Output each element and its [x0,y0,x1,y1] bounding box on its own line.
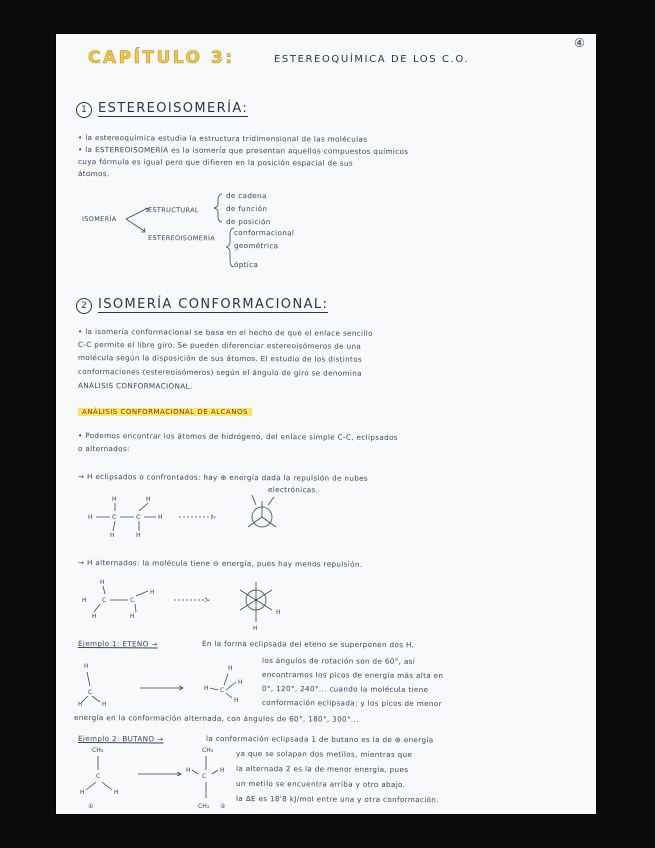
mol-label-c: C [220,687,225,694]
mol-label-c: C [102,597,107,604]
mol-label-h: H [102,701,107,708]
section1-line: • la ESTEREOISOMERÍA es la isomería que presentan aquellos compuestos químicos [77,145,409,157]
mol-label-h: H [100,579,105,586]
mol-label-c: C [88,689,93,696]
intro-line: • Podemos encontrar los átomos de hidrógeno, del enlace simple C-C, eclipsados [77,431,398,442]
section2-line: C-C permite el libre giro. Se pueden diferenciar estereoisómeros de una [77,340,362,351]
section1-line: • la estereoquímica estudia la estructura tridimensional de las moléculas [77,133,368,144]
mol-label-h: H [276,609,281,616]
section2-number: 2 [76,298,92,314]
intro-line: o alternados: [77,444,130,454]
example2-line: la conformación eclipsada 1 de butano es la de ⊕ energía [205,734,434,745]
mol-label-c: C [130,597,135,604]
mol-label-h: H [78,701,83,708]
tree-estructural-item: de función [225,204,268,214]
mol-label-ch3: CH₃ [92,747,104,754]
mol-label-h: H [204,685,209,692]
mol-label-h: H [228,665,233,672]
mol-label-h: H [186,767,191,774]
mol-label-h: H [238,679,243,686]
mol-label-h: H [234,697,239,704]
tree-root: ISOMERÍA [81,215,117,224]
page-number: ④ [574,36,585,50]
tree-estereo-item: óptica [233,260,259,270]
eclipsed-line-2: electrónicas. [267,485,319,495]
notebook-page [56,34,596,814]
section2-heading: ISOMERÍA CONFORMACIONAL: [98,297,329,312]
example1-line: 0°, 120°, 240°... cuando la molécula tiene [261,684,429,695]
alternate-diagram [80,574,310,632]
example1-label: Ejemplo 1: ETENO → [77,639,158,649]
example2-line: la alternada 2 es la de menor energía, pues [235,764,409,775]
alternate-line: → H alternados: la molécula tiene ⊖ energía, pues hay menos repulsión. [77,558,363,569]
mol-label-h: H [253,625,258,632]
mol-label-h: H [220,767,225,774]
mol-label-h: H [88,514,93,521]
mol-label-two: ② [220,803,226,810]
tree-estereo-item: geométrica [233,241,279,251]
chapter-title: CAPÍTULO 3: [88,48,235,68]
example1-tail: energía en la conformación alternada, con ángulos de 60°, 180°, 300°... [73,713,359,724]
example2-line: ya que se solapan dos metilos, mientras que [235,749,413,760]
section2-line: • la isomería conformacional se basa en el hecho de que el enlace sencillo [77,327,373,338]
tree-estructural-item: de cadena [225,191,267,201]
tree-estructural-item: de posición [225,217,271,227]
mol-label-h: H [130,613,135,620]
mol-label-h: H [146,496,151,503]
mol-label-c: C [202,773,207,780]
mol-label-h: H [112,496,117,503]
example2-diagram [78,742,238,812]
example1-line: En la forma eclipsada del eteno se superponen dos H, [201,639,415,650]
mol-label-c: C [136,514,141,521]
example1-diagram [78,654,258,710]
section2-line: conformaciones (estereoisómeros) según el ángulo de giro se denomina [77,367,362,378]
mol-label-c: C [96,773,101,780]
tree-estereo-item: conformacional [233,228,295,238]
mol-label-h: H [84,663,89,670]
example1-line: conformación eclipsada; y los picos de menor [261,698,442,709]
example2-label: Ejemplo 2: BUTANO → [77,734,164,744]
mol-label-h: H [110,532,115,539]
mol-label-h: H [158,514,163,521]
section1-line: cuya fórmula es igual pero que difieren en la posición espacial de sus [77,157,354,168]
mol-label-h: H [82,597,87,604]
highlight-heading: ANÁLISIS CONFORMACIONAL DE ALCANOS [78,408,252,416]
section1-line: átomos. [77,169,110,179]
section1-heading: ESTEREOISOMERÍA: [98,101,249,116]
section2-line: ANÁLISIS CONFORMACIONAL. [77,381,193,391]
tree-branches [124,189,234,269]
mol-label-h: H [136,532,141,539]
chapter-subtitle: ESTEREOQUÍMICA DE LOS C.O. [274,54,470,65]
eclipsed-line: → H eclipsados o confrontados: hay ⊕ energía dada la repulsión de nubes [77,472,369,483]
tree-estereo: ESTEREOISOMERÍA [147,234,216,243]
mol-label-c: C [112,514,117,521]
example1-line: los ángulos de rotación son de 60°, así [261,656,416,666]
mol-label-ch3: CH₃ [198,803,210,810]
tree-estructural: ESTRUCTURAL [147,206,199,215]
mol-label-h: H [92,613,97,620]
example2-line: un metilo se encuentra arriba y otro abajo. [235,779,406,790]
eclipsed-diagram [84,491,314,546]
example2-line: la ΔE es 18'8 kJ/mol entre una y otra conformación. [235,794,439,805]
mol-label-ch3: CH₃ [202,747,214,754]
mol-label-h: H [80,789,85,796]
mol-label-h: H [114,789,119,796]
section1-number: 1 [76,102,92,118]
mol-label-one: ① [88,803,94,810]
section2-line: molécula según la disposición de sus átomos. El estudio de los distintos [77,353,363,364]
mol-label-h: H [150,589,155,596]
example1-line: encontramos los picos de energía más alta en [261,670,444,681]
